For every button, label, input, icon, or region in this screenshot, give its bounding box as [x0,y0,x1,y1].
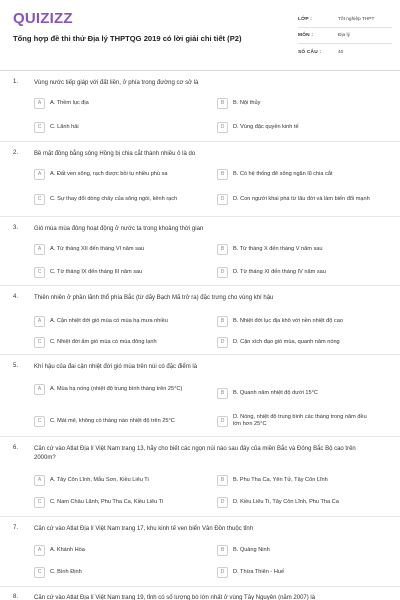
option-d[interactable] [217,414,373,428]
question-divider [0,216,400,217]
question-divider [0,516,400,517]
option-b[interactable] [217,167,373,181]
option-d[interactable] [217,120,373,134]
question-text: Căn cứ vào Atlat Địa lí Việt Nam trang 13, hãy cho biết các ngọn núi nào sau đây của miền Bắc và Đông Bắc Bộ cao trên 2000m? [34,446,356,461]
question-divider [0,436,400,437]
option-letter-badge: B [217,545,228,556]
question-text: Khí hậu của đai cận nhiệt đới gió mùa trên núi có đặc điểm là [34,364,198,370]
option-text: A. Cận nhiệt đới gió mùa có mùa hạ mưa nhiều [50,317,168,324]
meta-row-count [298,44,392,60]
option-a[interactable] [34,167,190,181]
option-a[interactable] [34,242,190,256]
worksheet-meta [298,12,392,60]
option-letter-badge: B [217,244,228,255]
question-number: 1. [13,79,19,85]
option-letter-badge: B [217,98,228,109]
question-text: Căn cứ vào Atlat Địa lí Việt Nam trang 19, tỉnh có số lượng bò lớn nhất ở vùng Tây Nguyên (năm 2007) là [34,595,316,600]
option-text: B. Từ tháng X đến tháng V năm sau [233,245,323,252]
option-a[interactable] [34,314,190,328]
question-text: Thiên nhiên ở phần lãnh thổ phía Bắc (từ dãy Bạch Mã trở ra) đặc trưng cho vùng khí hậu [34,295,274,301]
question-divider [0,586,400,587]
option-letter-badge: D [217,416,228,427]
option-d[interactable] [217,192,373,206]
option-b[interactable] [217,314,373,328]
meta-value: Địa lý [338,33,350,38]
question-text: Vùng nước tiếp giáp với đất liền, ở phía trong đường cơ sở là [34,80,199,86]
option-letter-badge: D [217,122,228,133]
option-c[interactable] [34,335,190,349]
question-text: Căn cứ vào Atlat Địa lí Việt Nam trang 17, khu kinh tế ven biển Vân Đồn thuộc tỉnh [34,526,254,532]
option-letter-badge: D [217,497,228,508]
option-letter-badge: C [34,122,45,133]
option-d[interactable] [217,335,373,349]
meta-row-class [298,12,392,28]
option-letter-badge: C [34,194,45,205]
question-divider [0,285,400,286]
option-letter-badge: A [34,475,45,486]
option-text: C. Lãnh hải [50,123,79,130]
option-letter-badge: C [34,497,45,508]
option-text: D. Cận xích đạo gió mùa, quanh năm nóng [233,338,340,345]
question-number: 6. [13,445,19,451]
option-letter-badge: A [34,244,45,255]
option-letter-badge: C [34,416,45,427]
option-text: A. Khánh Hòa [50,546,85,553]
header-divider [0,70,400,71]
option-text: A. Thềm lục địa [50,99,89,106]
option-b[interactable] [217,386,373,400]
option-text: C. Nhiệt đới ẩm gió mùa có mùa đông lạnh [50,338,157,345]
option-letter-badge: D [217,567,228,578]
worksheet-title: Tổng hợp đề thi thử Địa lý THPTQG 2019 có lời giải chi tiết (P2) [13,34,242,43]
option-text: A. Đất ven sông, rạch được bồi tụ nhiều phù sa [50,170,168,177]
option-text: C. Từ tháng IX đến tháng III năm sau [50,268,143,275]
question-text: Bề mặt đồng bằng sông Hồng bị chia cắt thành nhiều ô là do [34,151,196,157]
question-number: 4. [13,294,19,300]
option-text: C. Sự thay đổi dòng chảy của sông ngòi, kênh rạch [50,195,178,202]
option-letter-badge: A [34,384,45,395]
option-a[interactable] [34,382,190,396]
question-number: 7. [13,525,19,531]
option-text: B. Phu Tha Ca, Yên Tử, Tây Côn Lĩnh [233,476,328,483]
question-text: Gió mùa mùa đông hoạt động ở nước ta trong khoảng thời gian [34,226,204,232]
option-text: D. Con người khai phá từ lâu đời và làm biến đổi mạnh [233,195,370,202]
option-c[interactable] [34,192,190,206]
option-letter-badge: D [217,194,228,205]
meta-label: MÔN : [298,33,314,38]
option-text: C. Mát mẻ, không có tháng nào nhiệt độ trên 25°C [50,417,175,424]
option-letter-badge: B [217,169,228,180]
option-letter-badge: B [217,316,228,327]
option-text: C. Nam Châu Lãnh, Phu Tha Ca, Kiều Liêu Ti [50,498,164,505]
meta-label: LỚP : [298,17,313,22]
option-b[interactable] [217,96,373,110]
option-b[interactable] [217,543,373,557]
option-text: C. Bình Định [50,568,82,575]
question-number: 5. [13,363,19,369]
option-text: D. Nóng, nhiệt độ trung bình các tháng trong năm đều lớn hơn 25°C [233,414,367,427]
option-b[interactable] [217,473,373,487]
option-letter-badge: B [217,388,228,399]
option-text: D. Thừa Thiên - Huế [233,568,285,575]
meta-value: 40 [338,49,344,55]
option-text: B. Nội thủy [233,99,261,106]
option-d[interactable] [217,265,373,279]
option-c[interactable] [34,120,190,134]
option-text: D. Vùng đặc quyền kinh tế [233,123,299,130]
option-text: B. Quảng Ninh [233,546,270,553]
option-text: D. Từ tháng XI đến tháng IV năm sau [233,268,326,275]
option-text: A. Từ tháng XII đến tháng VI năm sau [50,245,145,252]
question-number: 3. [13,225,19,231]
option-b[interactable] [217,242,373,256]
meta-value: Tốt nghiệp THPT [338,17,375,22]
option-c[interactable] [34,565,190,579]
option-text: B. Có hệ thống đê sông ngăn lũ chia cắt [233,170,333,177]
option-letter-badge: C [34,567,45,578]
option-letter-badge: A [34,169,45,180]
question-number: 2. [13,150,19,156]
option-c[interactable] [34,495,190,509]
option-d[interactable] [217,565,373,579]
question-divider [0,354,400,355]
option-a[interactable] [34,543,190,557]
meta-label: SỐ CÂU : [298,49,322,55]
option-letter-badge: A [34,98,45,109]
question-divider [0,141,400,142]
option-letter-badge: D [217,337,228,348]
option-text: B. Nhiệt đới lục địa khô với nền nhiệt độ cao [233,317,343,324]
option-c[interactable] [34,414,190,428]
option-d[interactable] [217,495,373,509]
option-a[interactable] [34,473,190,487]
option-letter-badge: B [217,475,228,486]
option-letter-badge: A [34,545,45,556]
worksheet-header [0,0,400,64]
option-text: A. Mùa hạ nóng (nhiệt độ trung bình tháng trên 25°C) [50,385,183,392]
option-a[interactable] [34,96,190,110]
option-letter-badge: C [34,337,45,348]
option-text: B. Quanh năm nhiệt độ dưới 15°C [233,389,318,396]
option-text: A. Tây Côn Lĩnh, Mẫu Sơn, Kiều Liêu Ti [50,476,149,483]
meta-row-subject [298,28,392,44]
question-number: 8. [13,594,19,600]
quizizz-logo: QUIZIZZ [13,10,73,27]
option-text: D. Kiều Liêu Ti, Tây Côn Lĩnh, Phu Tha Ca [233,498,339,505]
option-letter-badge: A [34,316,45,327]
option-letter-badge: C [34,267,45,278]
option-letter-badge: D [217,267,228,278]
option-c[interactable] [34,265,190,279]
